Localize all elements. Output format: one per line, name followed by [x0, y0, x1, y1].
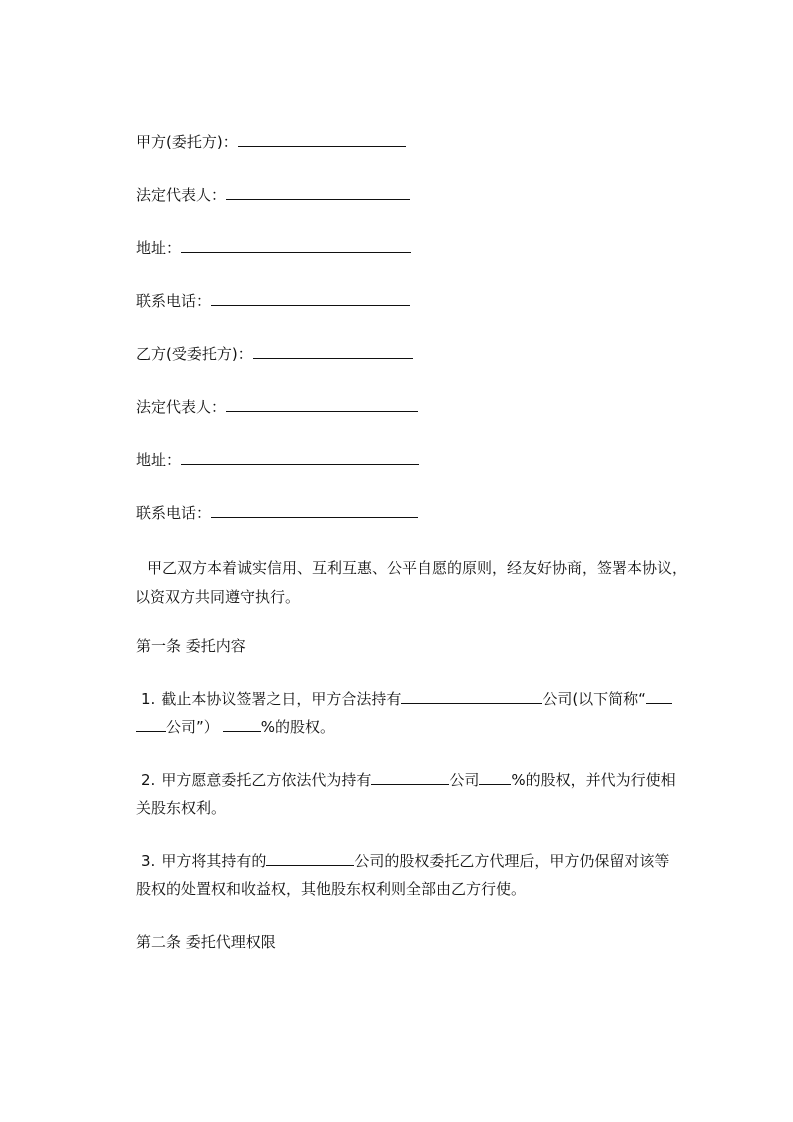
party-a-rep-blank[interactable] [226, 186, 410, 200]
item-3-company-blank[interactable] [266, 852, 354, 866]
intro-line-2: 以资双方共同遵守执行。 [135, 588, 301, 606]
party-a-phone-label: 联系电话： [136, 292, 212, 310]
party-a-name-blank[interactable] [238, 133, 406, 147]
party-b-title: 乙方(受委托方)： [136, 345, 253, 363]
article-1-heading: 第一条 委托内容 [136, 637, 246, 655]
item-1-number: 1. [141, 690, 156, 708]
party-a-title-line [136, 133, 406, 151]
item-2-number: 2. [141, 771, 156, 789]
party-a-rep-label: 法定代表人： [136, 186, 227, 204]
party-a-phone-line [136, 292, 410, 310]
party-a-rep-line [136, 186, 410, 204]
item-1-abbr-blank-b[interactable] [136, 718, 166, 732]
article-1-item-3-line-2: 股权的处置权和收益权，其他股东权利则全部由乙方行使。 [136, 880, 527, 898]
item-2-text-c: %的股权，并代为行使相 [511, 771, 676, 789]
item-3-text-b: 公司的股权委托乙方代理后，甲方仍保留对该等 [354, 852, 670, 870]
party-b-rep-line [136, 398, 418, 416]
item-2-text-a: 甲方愿意委托乙方依法代为持有 [161, 771, 372, 789]
party-a-phone-blank[interactable] [211, 292, 410, 306]
item-2-percent-blank[interactable] [479, 771, 511, 785]
article-1-item-2-line-1 [141, 771, 676, 789]
item-1-company-blank[interactable] [401, 690, 542, 704]
item-1-abbr-blank-a[interactable] [646, 690, 672, 704]
item-1-percent-blank[interactable] [223, 718, 261, 732]
intro-paragraph [136, 554, 704, 612]
article-1-item-1-line-2 [136, 718, 335, 736]
item-1-text-b: 公司(以下简称“ [542, 690, 646, 708]
article-2-heading: 第二条 委托代理权限 [136, 933, 276, 951]
party-b-rep-blank[interactable] [226, 398, 418, 412]
party-b-address-label: 地址： [136, 451, 182, 469]
party-b-phone-blank[interactable] [211, 504, 418, 518]
party-b-name-blank[interactable] [253, 345, 413, 359]
party-a-address-blank[interactable] [181, 239, 411, 253]
party-b-title-line [136, 345, 413, 363]
item-3-number: 3. [141, 852, 156, 870]
article-1-item-1-line-1 [141, 690, 672, 708]
party-b-address-blank[interactable] [181, 451, 419, 465]
party-b-phone-label: 联系电话： [136, 504, 212, 522]
party-b-phone-line [136, 504, 418, 522]
item-3-text-a: 甲方将其持有的 [161, 852, 267, 870]
party-b-rep-label: 法定代表人： [136, 398, 227, 416]
item-1-text-a: 截止本协议签署之日，甲方合法持有 [161, 690, 402, 708]
party-b-address-line [136, 451, 419, 469]
intro-line-1: 甲乙双方本着诚实信用、互利互惠、公平自愿的原则，经友好协商，签署本协议， [147, 559, 688, 577]
item-2-text-b: 公司 [449, 771, 480, 789]
article-1-item-3-line-1 [141, 852, 669, 870]
item-1-line2-text-a: 公司”） [166, 718, 219, 736]
party-a-title: 甲方(委托方)： [136, 133, 238, 151]
item-2-company-blank[interactable] [371, 771, 449, 785]
party-a-address-label: 地址： [136, 239, 182, 257]
item-1-line2-text-b: %的股权。 [260, 718, 336, 736]
article-1-item-2-line-2: 关股东权利。 [136, 799, 227, 817]
party-a-address-line [136, 239, 411, 257]
